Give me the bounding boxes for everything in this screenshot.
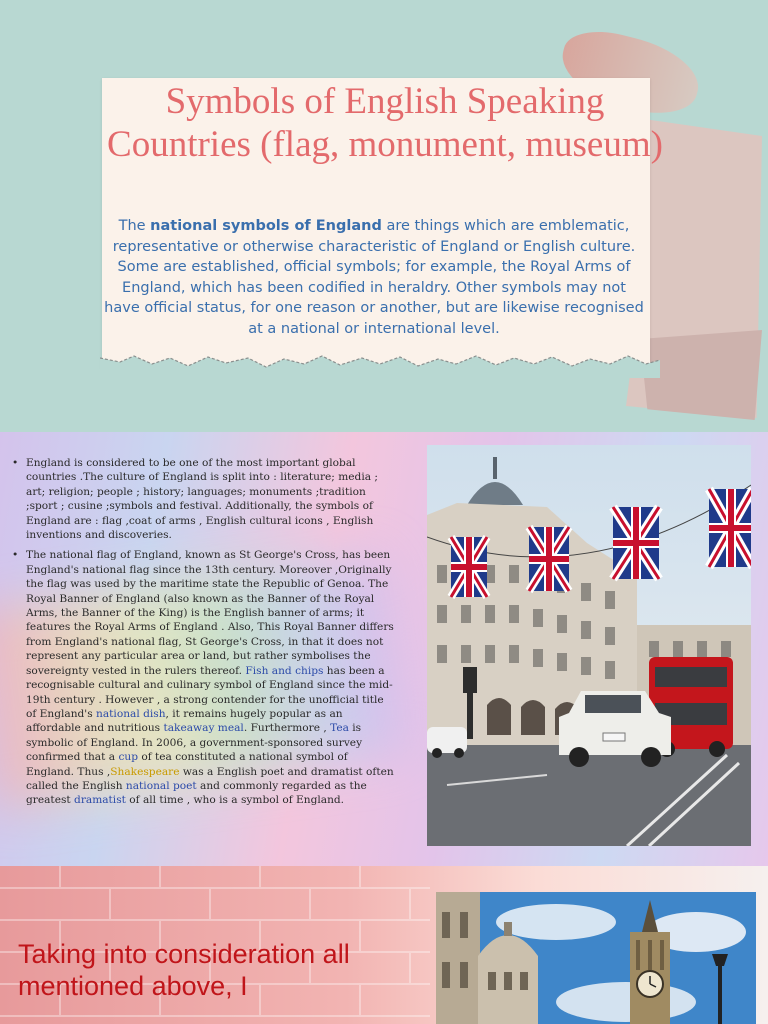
bullet-symbols: • The national flag of England, known as St George's Cross, has been England's national flag since the 13th century. Moreover ,Originally the flag was used by the maritime state the Republic of Genoa. The Royal Banner of England (also known as the Banner of the Royal Arms, the Banner of the King) is the English banner of arms; it features the Royal Arms of England . Also, This Royal Banner differs from England's national flag, St George's Cross, in that it does not represent any particular area or land, but rather symbolises the sovereignty vested in the rulers thereof. Fish and chips has been a recognisable cultural and culinary symbol of England since the mid-19th century . However , a strong contender for the unofficial title of England's national dish, it remains hugely popular as an affordable and nutritious takeaway meal. Furthermore , Tea is symbolic of England. In 2006, a government-sponsored survey confirmed that a cup of tea constituted a national symbol of England. Thus ,Shakespeare was a English poet and dramatist often called the English national poet and commonly regarded as the greatest dramatist of all time , who is a symbol of England.	[12, 548, 397, 807]
intro-paragraph: The national symbols of England are things which are emblematic, representative or otherwise characteristic of England or English culture. Some are established, official symbols; for example, the Royal Arms of England, which has been codified in heraldry. Other symbols may not have official status, for one reason or another, but are likewise recognised at a national or international level.	[104, 218, 644, 337]
torn-edge	[100, 352, 660, 378]
link-shakespeare[interactable]: Shakespeare	[110, 765, 180, 778]
link-fish-and-chips[interactable]: Fish and chips	[245, 664, 324, 677]
link-cup[interactable]: cup	[118, 751, 138, 764]
body-bullet-list	[12, 456, 397, 814]
link-national-poet[interactable]: national poet	[125, 779, 197, 792]
link-dramatist[interactable]: dramatist	[74, 794, 126, 807]
london-street-photo	[427, 445, 751, 846]
page-title: Symbols of English Speaking Countries (flag, monument, museum)	[107, 81, 663, 165]
conclusion-text: Taking into consideration all mentioned above, I	[18, 939, 350, 1001]
link-national-dish[interactable]: national dish	[96, 707, 166, 720]
intro-bold-term: national symbols of England	[150, 218, 382, 234]
big-ben-photo	[436, 892, 756, 1024]
link-tea[interactable]: Tea	[330, 722, 349, 735]
bullet-culture: • England is considered to be one of the most important global countries .The culture of England is split into : literature; media ; art; religion; people ; history; languages; monuments ;tradition ;sport ; cusine ;symbols and festival. Additionally, the symbols of England are : flag ,coat of arms , English cultural icons , English inventions and discoveries.	[12, 456, 397, 542]
link-takeaway-meal[interactable]: takeaway meal	[163, 722, 244, 735]
slide-1	[0, 0, 768, 432]
